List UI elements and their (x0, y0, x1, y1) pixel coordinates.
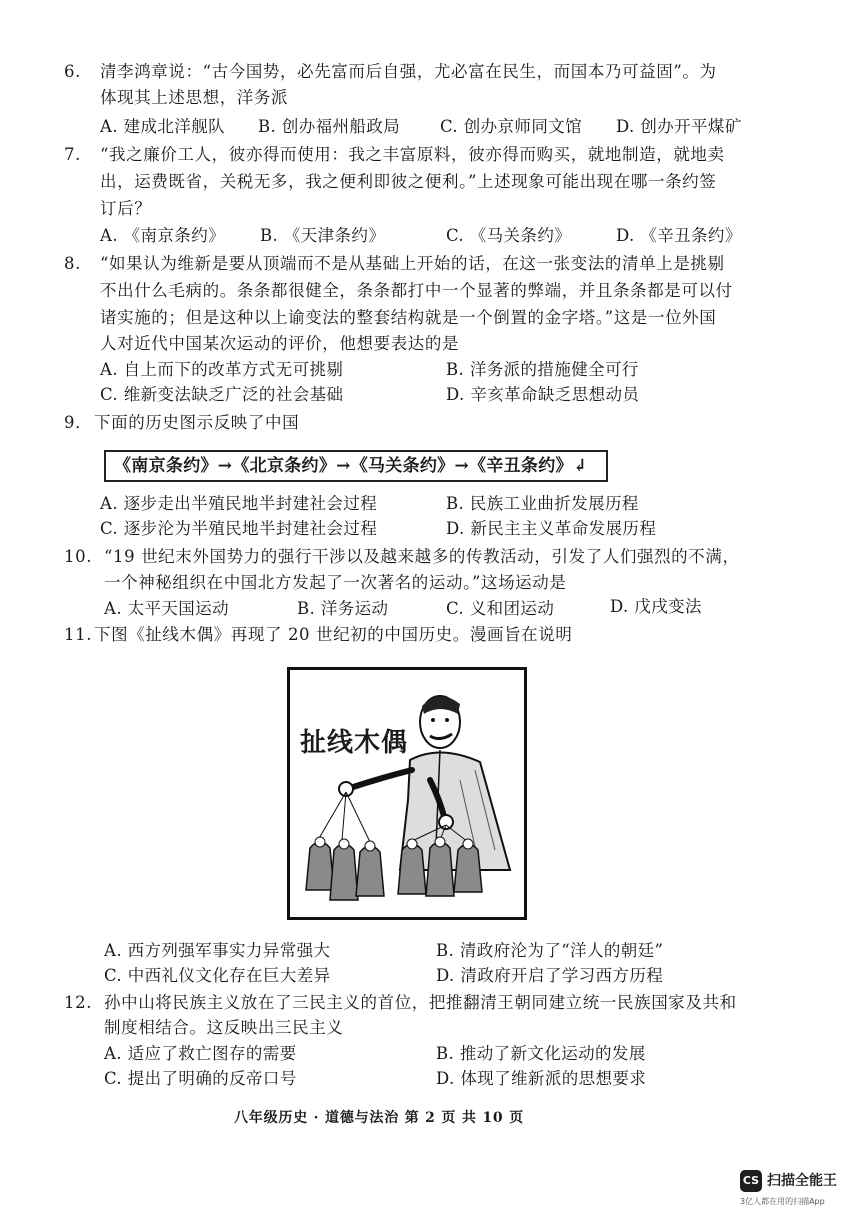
question-8-line-3: 诸实施的；但是这种以上谕变法的整套结构就是一个倒置的金字塔。”这是一位外国 (100, 308, 717, 327)
puppet-cartoon-image (287, 667, 527, 920)
question-10-option-b: B. 洋务运动 (297, 599, 389, 618)
question-11-option-a: A. 西方列强军事实力异常强大 (104, 941, 331, 960)
camscanner-logo-icon: CS (740, 1170, 762, 1192)
scanner-app-watermark (740, 1167, 858, 1213)
app-name: 扫描全能王 (767, 1173, 837, 1189)
question-6-line-2: 体现其上述思想，洋务派 (100, 88, 289, 107)
question-7-line-2: 出，运费既省，关税无多，我之便利即彼之便利。”上述现象可能出现在哪一条约签 (100, 172, 717, 191)
question-12-line-2: 制度相结合。这反映出三民主义 (104, 1018, 344, 1037)
question-8-line-4: 人对近代中国某次运动的评价，他想要表达的是 (100, 334, 460, 353)
question-10-line-2: 一个神秘组织在中国北方发起了一次著名的运动。”这场运动是 (104, 573, 567, 592)
question-12-option-b: B. 推动了新文化运动的发展 (436, 1044, 646, 1063)
question-7-option-d: D. 《辛丑条约》 (616, 226, 742, 245)
question-10-line-1: 10. “19 世纪末外国势力的强行干涉以及越来越多的传教活动，引发了人们强烈的不满， (64, 547, 740, 566)
question-10-option-d: D. 戊戌变法 (610, 597, 702, 616)
question-9-line-1: 9． 下面的历史图示反映了中国 (64, 413, 300, 432)
question-10-option-a: A. 太平天国运动 (104, 599, 230, 618)
question-8-line-2: 不出什么毛病的。条条都很健全，条条都打中一个显著的弊端，并且条条都是可以付 (100, 281, 733, 300)
question-12-option-d: D. 体现了维新派的思想要求 (436, 1069, 647, 1088)
treaty-sequence-diagram: 《南京条约》→《北京条约》→《马关条约》→《辛丑条约》↲ (104, 450, 608, 482)
page-footer: 八年级历史 · 道德与法治 第 2 页 共 10 页 (234, 1110, 524, 1126)
question-9-option-c: C. 逐步沦为半殖民地半封建社会过程 (100, 519, 378, 538)
question-7-line-3: 订后？ (100, 199, 152, 218)
question-10-option-c: C. 义和团运动 (446, 599, 555, 618)
question-9-option-a: A. 逐步走出半殖民地半封建社会过程 (100, 494, 378, 513)
question-6-option-c: C. 创办京师同文馆 (440, 117, 583, 136)
question-12-option-c: C. 提出了明确的反帝口号 (104, 1069, 297, 1088)
question-9-option-d: D. 新民主主义革命发展历程 (446, 519, 657, 538)
question-12-option-a: A. 适应了救亡图存的需要 (104, 1044, 297, 1063)
cartoon-title: 扯线木偶 (300, 728, 409, 758)
question-7-line-1: 7. “我之廉价工人，彼亦得而使用：我之丰富原料，彼亦得而购买，就地制造，就地卖 (64, 145, 725, 164)
question-7-option-a: A. 《南京条约》 (100, 226, 226, 245)
question-11-line-1: 11. 下图《扯线木偶》再现了 20 世纪初的中国历史。漫画旨在说明 (64, 625, 573, 644)
question-11-option-d: D. 清政府开启了学习西方历程 (436, 966, 664, 985)
question-6-option-a: A. 建成北洋舰队 (100, 117, 226, 136)
question-9-option-b: B. 民族工业曲折发展历程 (446, 494, 639, 513)
question-8-option-b: B. 洋务派的措施健全可行 (446, 360, 639, 379)
question-8-option-c: C. 维新变法缺乏广泛的社会基础 (100, 385, 344, 404)
question-11-option-b: B. 清政府沦为了“洋人的朝廷” (436, 941, 664, 960)
question-6-line-1: 6. 清李鸿章说：“古今国势，必先富而后自强，尤必富在民生，而国本乃可益固”。为 (64, 62, 717, 81)
puppeteer-figure-icon (290, 670, 524, 917)
question-8-line-1: 8. “如果认为维新是要从顶端而不是从基础上开始的话，在这一张变法的清单上是挑剔 (64, 254, 725, 273)
app-tagline: 3亿人都在用的扫描App (740, 1197, 825, 1206)
question-6-option-b: B. 创办福州船政局 (258, 117, 401, 136)
question-12-line-1: 12. 孙中山将民族主义放在了三民主义的首位，把推翻清王朝同建立统一民族国家及共和 (64, 993, 737, 1012)
question-6-option-d: D. 创办开平煤矿 (616, 117, 742, 136)
question-8-option-d: D. 辛亥革命缺乏思想动员 (446, 385, 640, 404)
question-7-option-b: B. 《天津条约》 (260, 226, 386, 245)
question-7-option-c: C. 《马关条约》 (446, 226, 572, 245)
question-8-option-a: A. 自上而下的改革方式无可挑剔 (100, 360, 344, 379)
question-11-option-c: C. 中西礼仪文化存在巨大差异 (104, 966, 331, 985)
